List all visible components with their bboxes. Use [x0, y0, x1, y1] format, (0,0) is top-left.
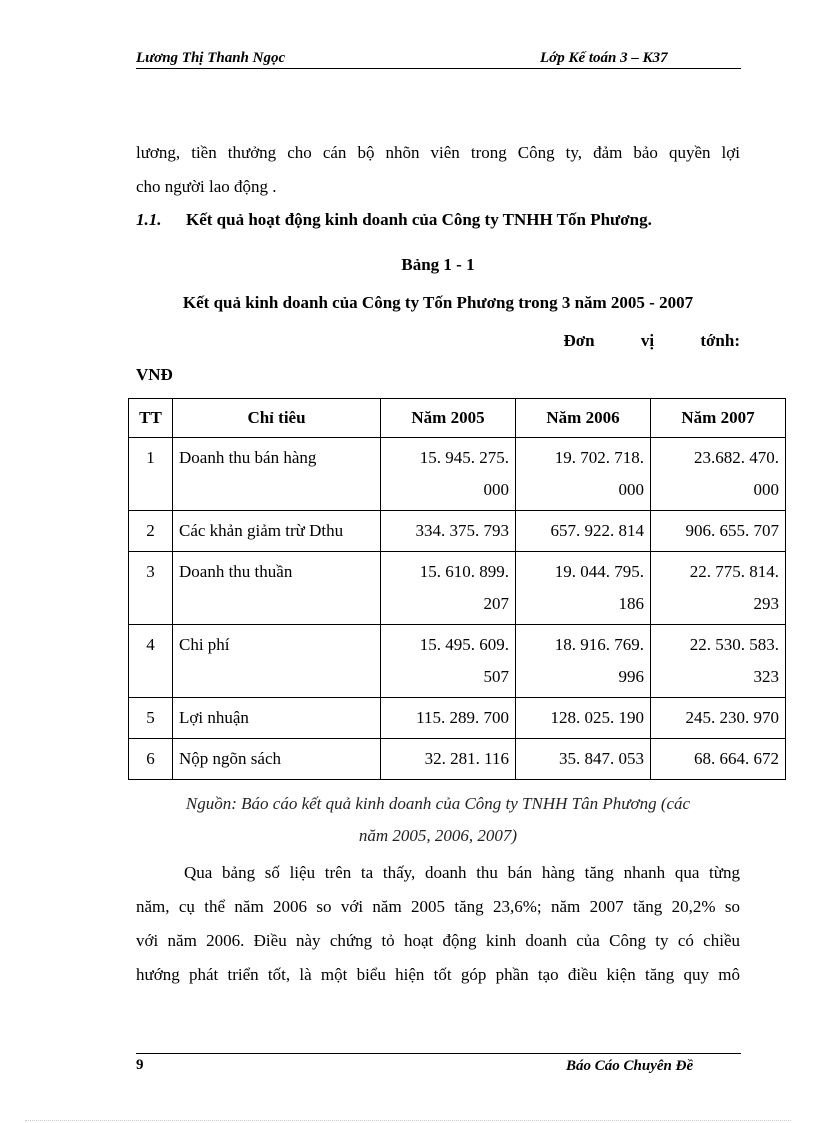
body-line-4: hướng phát triển tốt, là một biểu hiện tốt góp phần tạo điều kiện tăng quy mô: [136, 965, 740, 984]
cell-2007: 245. 230. 970: [651, 698, 786, 739]
cell-2005: 15. 945. 275. 000: [381, 438, 516, 511]
intro-line-2: cho người lao động .: [136, 177, 277, 196]
unit-currency: VNĐ: [136, 365, 173, 384]
cell-2006: 657. 922. 814: [516, 511, 651, 552]
unit-line: Đơn vị tớnh:: [563, 331, 740, 350]
table-row: [129, 625, 786, 698]
cell-2007: 22. 530. 583. 323: [651, 625, 786, 698]
cell-2006: 18. 916. 769. 996: [516, 625, 651, 698]
results-table: [128, 398, 786, 780]
body-line-2: năm, cụ thể năm 2006 so với năm 2005 tăng 23,6%; năm 2007 tăng 20,2% so: [136, 897, 740, 916]
table-title: Kết quả kinh doanh của Công ty Tốn Phương trong 3 năm 2005 - 2007: [182, 293, 694, 312]
footer-title: Báo Cáo Chuyên Đề: [566, 1058, 694, 1074]
row-tt: 5: [129, 698, 173, 739]
table-label: Bảng 1 - 1: [401, 255, 475, 274]
col-header-indicator: Chỉ tiêu: [173, 399, 381, 438]
col-header-2006: Năm 2006: [516, 399, 651, 438]
source-line-1: Nguồn: Báo cáo kết quả kinh doanh của Công ty TNHH Tân Phương (các: [185, 794, 691, 813]
row-indicator: Chi phí: [173, 625, 381, 698]
page-header: [136, 50, 741, 69]
cell-2007: 23.682. 470. 000: [651, 438, 786, 511]
row-indicator: Doanh thu thuần: [173, 552, 381, 625]
cell-2006: 19. 044. 795. 186: [516, 552, 651, 625]
row-indicator: Lợi nhuận: [173, 698, 381, 739]
row-tt: 1: [129, 438, 173, 511]
page-break-divider: [25, 1120, 791, 1121]
row-indicator: Doanh thu bán hàng: [173, 438, 381, 511]
cell-2007: 68. 664. 672: [651, 739, 786, 780]
header-author: Lương Thị Thanh Ngọc: [136, 50, 286, 66]
row-tt: 6: [129, 739, 173, 780]
body-line-1: Qua bảng số liệu trên ta thấy, doanh thu bán hàng tăng nhanh qua từng: [184, 863, 740, 882]
table-row: [129, 739, 786, 780]
section-number: 1.1.: [136, 210, 162, 229]
page-number: 9: [136, 1057, 144, 1073]
footer-rule: [136, 1053, 741, 1054]
cell-2006: 128. 025. 190: [516, 698, 651, 739]
table-row: [129, 511, 786, 552]
row-tt: 4: [129, 625, 173, 698]
cell-2005: 334. 375. 793: [381, 511, 516, 552]
table-row: [129, 438, 786, 511]
cell-2006: 19. 702. 718. 000: [516, 438, 651, 511]
header-class: Lớp Kế toán 3 – K37: [540, 50, 668, 66]
row-indicator: Các khản giảm trừ Dthu: [173, 511, 381, 552]
row-indicator: Nộp ngõn sách: [173, 739, 381, 780]
cell-2006: 35. 847. 053: [516, 739, 651, 780]
cell-2007: 22. 775. 814. 293: [651, 552, 786, 625]
col-header-2005: Năm 2005: [381, 399, 516, 438]
cell-2005: 32. 281. 116: [381, 739, 516, 780]
row-tt: 2: [129, 511, 173, 552]
row-tt: 3: [129, 552, 173, 625]
cell-2005: 15. 495. 609. 507: [381, 625, 516, 698]
cell-2005: 115. 289. 700: [381, 698, 516, 739]
table-header-row: [129, 399, 786, 438]
col-header-tt: TT: [129, 399, 173, 438]
table-row: [129, 552, 786, 625]
intro-line-1: lương, tiền thưởng cho cán bộ nhõn viên trong Công ty, đảm bảo quyền lợi: [136, 143, 740, 162]
source-line-2: năm 2005, 2006, 2007): [358, 826, 518, 845]
table-row: [129, 698, 786, 739]
cell-2007: 906. 655. 707: [651, 511, 786, 552]
col-header-2007: Năm 2007: [651, 399, 786, 438]
section-title: Kết quả hoạt động kinh doanh của Công ty TNHH Tốn Phương.: [186, 210, 652, 229]
body-line-3: với năm 2006. Điều này chứng tỏ hoạt động kinh doanh của Công ty có chiều: [136, 931, 740, 950]
section-heading: [136, 210, 652, 230]
cell-2005: 15. 610. 899. 207: [381, 552, 516, 625]
table-source: [136, 788, 740, 852]
